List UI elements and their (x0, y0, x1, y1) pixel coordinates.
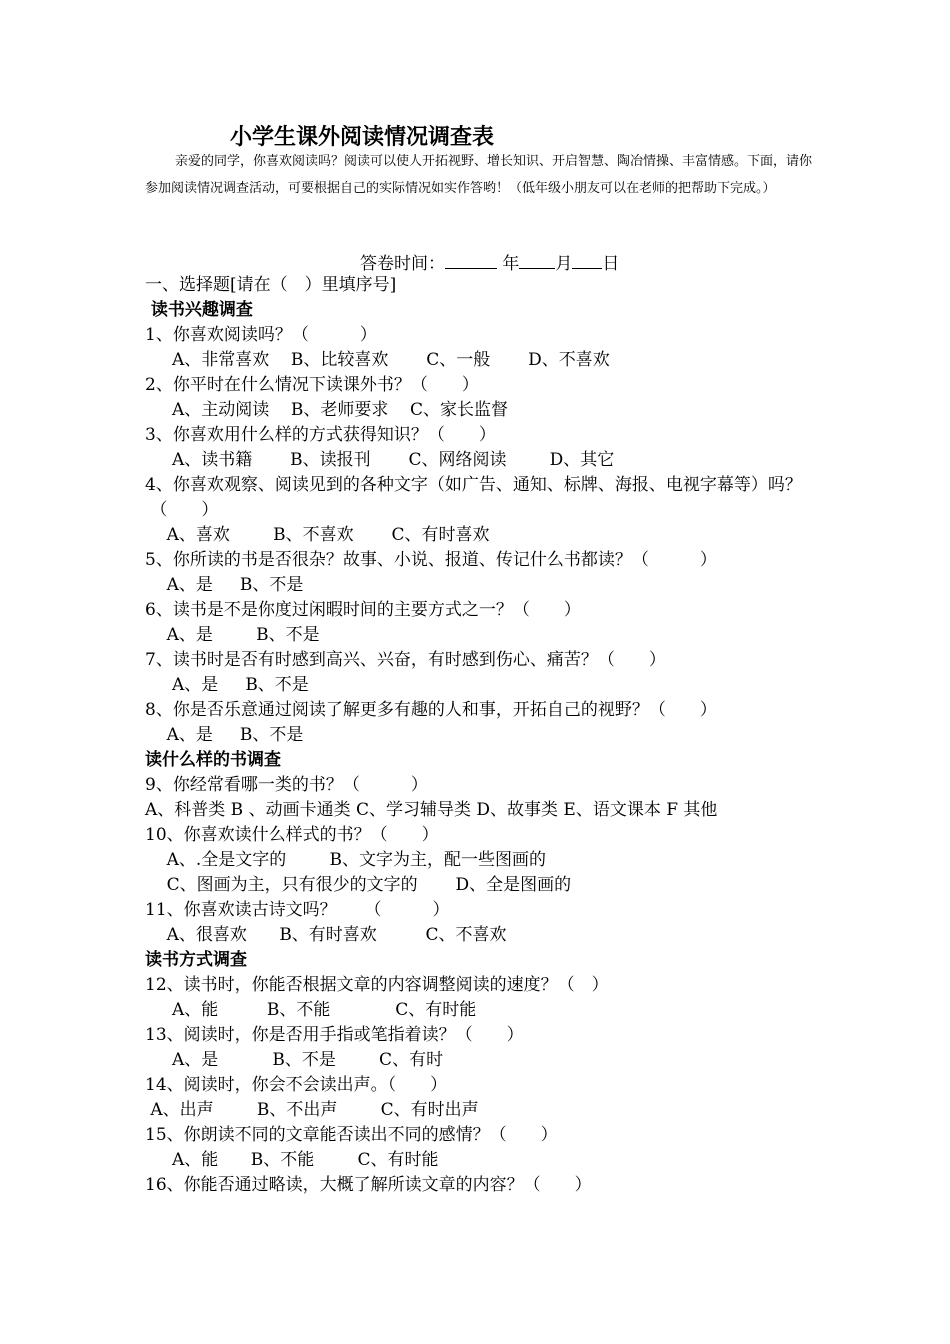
survey-line: 8、你是否乐意通过阅读了解更多有趣的人和事，开拓自己的视野？（ ） (145, 700, 717, 720)
survey-line: 11、你喜欢读古诗文吗？ （ ） (145, 900, 450, 920)
survey-line: 10、你喜欢读什么样式的书？（ ） (145, 825, 439, 845)
survey-line: A、是 B、不是 (145, 675, 309, 695)
survey-line: 16、你能否通过略读，大概了解所读文章的内容？（ ） (145, 1175, 592, 1195)
survey-line: 一、选择题[请在（ ）里填序号] (145, 275, 397, 295)
survey-line: A、出声 B、不出声 C、有时出声 (145, 1100, 479, 1120)
survey-line: A、很喜欢 B、有时喜欢 C、不喜欢 (145, 925, 507, 945)
survey-line: C、图画为主，只有很少的文字的 D、全是图画的 (145, 875, 572, 895)
survey-line: A、是 B、不是 C、有时 (145, 1050, 444, 1070)
survey-line: A、主动阅读 B、老师要求 C、家长监督 (145, 400, 509, 420)
survey-line: A、是 B、不是 (145, 725, 304, 745)
intro-paragraph: 亲爱的同学，你喜欢阅读吗？阅读可以使人开拓视野、增长知识、开启智慧、陶冶情操、丰富情感。下面，请你参加阅读情况调查活动，可要根据自己的实际情况如实作答哟！（低年级小朋友可以在老师的把帮助下完成。） (145, 154, 813, 196)
survey-line: 12、读书时，你能否根据文章的内容调整阅读的速度？（ ） (145, 975, 609, 995)
page-title: 小学生课外阅读情况调查表 (230, 124, 495, 150)
day-blank (572, 253, 602, 269)
section-heading: 读书兴趣调查 (145, 300, 253, 320)
survey-line: A、是 B、不是 (145, 575, 304, 595)
survey-line: 4、你喜欢观察、阅读见到的各种文字（如广告、通知、标牌、海报、电视字幕等）吗？ (145, 475, 802, 495)
section-heading: 读书方式调查 (145, 950, 247, 970)
survey-line: 6、读书是不是你度过闲暇时间的主要方式之一？（ ） (145, 600, 581, 620)
survey-line: A、读书籍 B、读报刊 C、网络阅读 D、其它 (145, 450, 615, 470)
survey-line: 13、阅读时，你是否用手指或笔指着读？（ ） (145, 1025, 524, 1045)
survey-line: A、非常喜欢 B、比较喜欢 C、一般 D、不喜欢 (145, 350, 610, 370)
survey-line: 7、读书时是否有时感到高兴、兴奋，有时感到伤心、痛苦？（ ） (145, 650, 666, 670)
month-label: 月 (555, 254, 573, 274)
answer-date (360, 249, 619, 274)
survey-line: （ ） (145, 500, 219, 520)
survey-line: 9、你经常看哪一类的书？（ ） (145, 775, 428, 795)
survey-line: 15、你朗读不同的文章能否读出不同的感情？（ ） (145, 1125, 558, 1145)
survey-line: 2、你平时在什么情况下读课外书？（ ） (145, 375, 479, 395)
survey-line: 5、你所读的书是否很杂？故事、小说、报道、传记什么书都读？（ ） (145, 550, 717, 570)
survey-line: 1、你喜欢阅读吗？（ ） (145, 325, 377, 345)
section-heading: 读什么样的书调查 (145, 750, 281, 770)
month-blank (519, 253, 555, 269)
survey-line: A、能 B、不能 C、有时能 (145, 1150, 439, 1170)
survey-line: A、是 B、不是 (145, 625, 320, 645)
day-label: 日 (602, 254, 620, 274)
date-label: 答卷时间： (360, 254, 445, 274)
survey-line: 14、阅读时，你会不会读出声。（ ） (145, 1075, 448, 1095)
survey-line: 3、你喜欢用什么样的方式获得知识？（ ） (145, 425, 496, 445)
survey-questions (145, 273, 820, 1198)
year-label: 年 (502, 254, 520, 274)
survey-line: A、科普类 B 、动画卡通类 C、学习辅导类 D、故事类 E、语文课本 F 其他 (145, 800, 718, 820)
survey-line: A、喜欢 B、不喜欢 C、有时喜欢 (145, 525, 490, 545)
survey-line: A、.全是文字的 B、文字为主，配一些图画的 (145, 850, 547, 870)
year-blank (445, 253, 497, 269)
survey-line: A、能 B、不能 C、有时能 (145, 1000, 477, 1020)
